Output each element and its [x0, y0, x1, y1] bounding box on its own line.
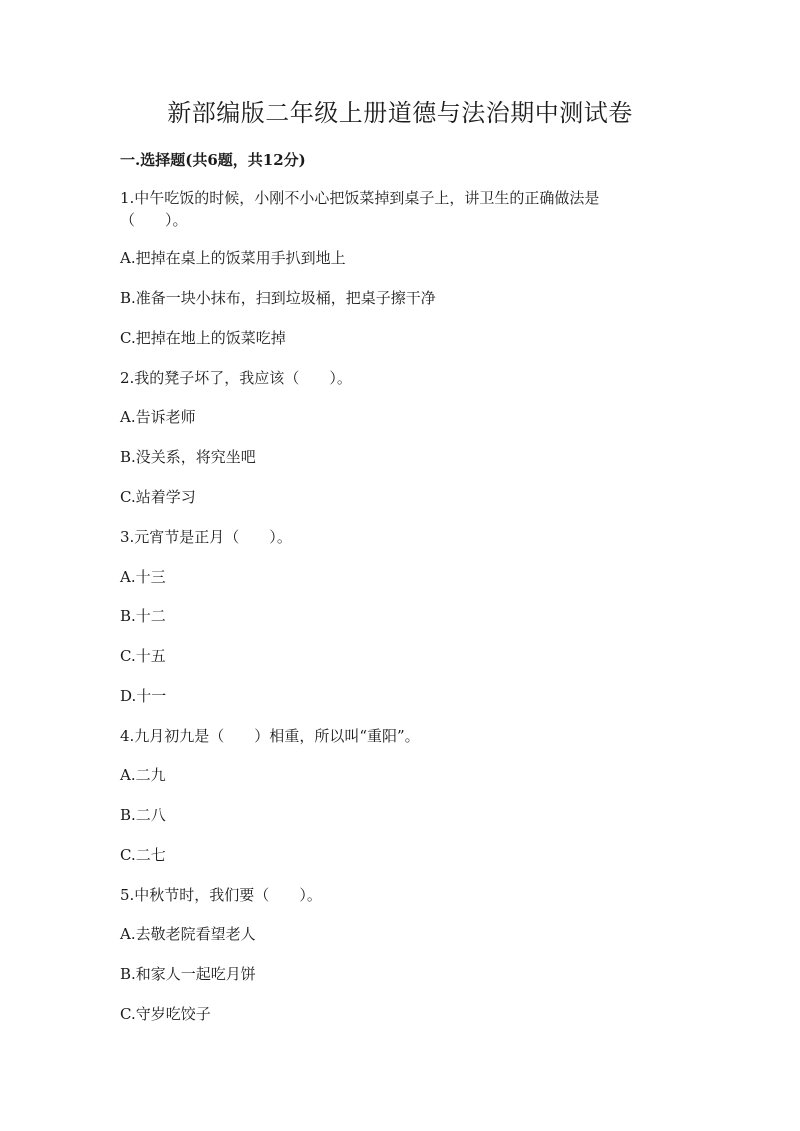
- question-4-option-c: C.二七: [120, 846, 166, 864]
- question-5-stem: 5.中秋节时，我们要（ ）。: [120, 886, 322, 904]
- question-1-option-b: B.准备一块小抹布，扫到垃圾桶，把桌子擦干净: [120, 289, 436, 307]
- question-3-option-c: C.十五: [120, 647, 166, 665]
- section-heading: 一.选择题(共6题，共12分): [120, 151, 306, 169]
- question-3-option-a: A.十三: [120, 568, 166, 586]
- question-1-option-a: A.把掉在桌上的饭菜用手扒到地上: [120, 249, 346, 267]
- question-1-option-c: C.把掉在地上的饭菜吃掉: [120, 329, 286, 347]
- question-3-option-b: B.十二: [120, 607, 166, 625]
- question-3-stem: 3.元宵节是正月（ ）。: [120, 528, 292, 546]
- question-5-option-b: B.和家人一起吃月饼: [120, 965, 256, 983]
- question-1-stem: 1.中午吃饭的时候，小刚不小心把饭菜掉到桌子上，讲卫生的正确做法是: [120, 189, 600, 207]
- question-3-option-d: D.十一: [120, 687, 167, 705]
- question-5-option-c: C.守岁吃饺子: [120, 1005, 211, 1023]
- question-2-option-a: A.告诉老师: [120, 408, 196, 426]
- question-2-stem: 2.我的凳子坏了，我应该（ ）。: [120, 369, 352, 387]
- question-4-option-b: B.二八: [120, 806, 166, 824]
- question-1-stem-continued: （ ）。: [120, 211, 188, 229]
- question-2-option-b: B.没关系，将究坐吧: [120, 448, 256, 466]
- question-2-option-c: C.站着学习: [120, 488, 196, 506]
- question-4-option-a: A.二九: [120, 766, 166, 784]
- page-title: 新部编版二年级上册道德与法治期中测试卷: [167, 99, 633, 127]
- question-5-option-a: A.去敬老院看望老人: [120, 925, 256, 943]
- question-4-stem: 4.九月初九是（ ）相重，所以叫“重阳”。: [120, 727, 420, 745]
